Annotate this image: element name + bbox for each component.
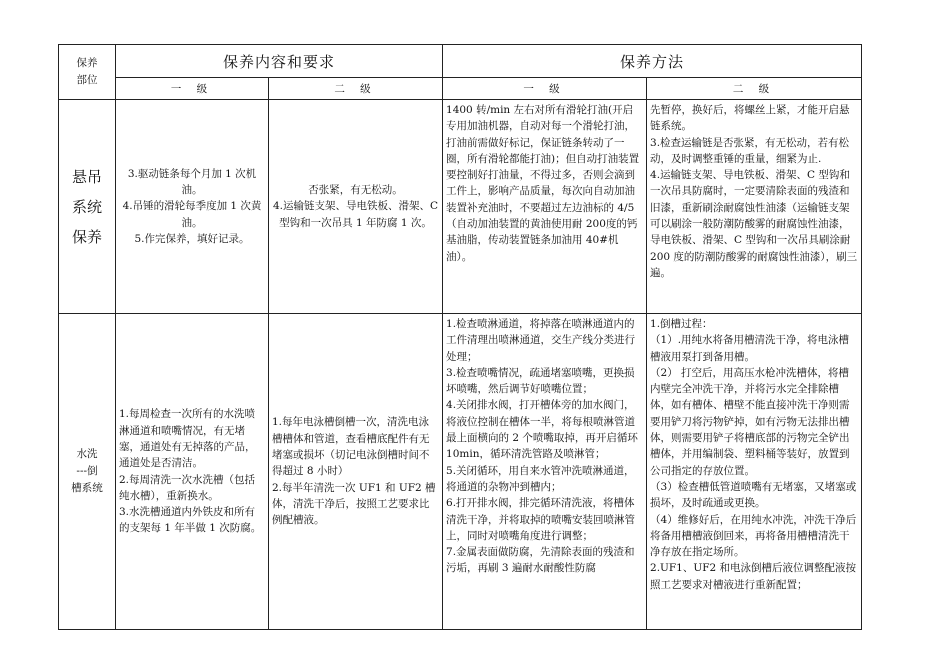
method-l1-cell: 1.检查喷淋通道，将掉落在喷淋通道内的工件清理出喷淋通道，交生产线分类进行处理； 3.检查喷嘴情况，疏通堵塞喷嘴，更换损坏喷嘴，然后调节好喷嘴位置； 4.关闭排水阀，打开槽体旁的加水阀门，将液位控制在槽体一半，将每根喷淋管道最上面横向的 2 个喷嘴取掉，再开启循环 10min，循环清洗管路及喷淋管； 5.关闭循环，用自来水管冲洗喷淋通道，将通道的杂物冲到槽内； 6.打开排水阀，排完循环清洗液，将槽体清洗干净，并将取掉的喷嘴安装回喷淋管上，同时对喷嘴角度进行调整； 7.金属表面做防腐，先清除表面的残渣和污垢，再刷 3 遍耐水耐酸性防腐 (443, 314, 647, 630)
content-l2-cell: 否张紧，有无松动。 4.运输链支架、导电铁板、滑架、C 型钩和一次吊具 1 年防腐 1 次。 (269, 100, 443, 314)
content-level2-header: 二 级 (269, 78, 443, 100)
position-header: 保养 部位 (59, 45, 116, 100)
maintenance-table (58, 44, 862, 630)
content-l1-cell: 3.驱动链条每个月加 1 次机油。 4.吊锤的滑轮每季度加 1 次黄油。 5.作完保养，填好记录。 (116, 100, 269, 314)
method-level2-header: 二 级 (647, 78, 862, 100)
method-header: 保养方法 (443, 45, 862, 78)
method-l2-cell: 1.倒槽过程： （1）.用纯水将备用槽清洗干净，将电泳槽槽液用泵打到备用槽。 （2） 打空后，用高压水枪冲洗槽体，将槽内壁完全冲洗干净，并将污水完全排除槽体，如有槽体、槽壁不能直接冲洗干净则需要用铲刀将污物铲掉，如有污物无法排出槽体，则需要用铲子将槽底部的污物完全铲出槽体，并用编制袋、塑料桶等装好，放置到公司指定的存放位置。 （3）检查槽低管道喷嘴有无堵塞，又堵塞或损坏，及时疏通或更换。 （4）维修好后，在用纯水冲洗，冲洗干净后将备用槽槽液倒回来，再将备用槽槽清洗干净存放在指定场所。 2.UF1、UF2 和电泳倒槽后液位调整配液按照工艺要求对槽液进行重新配置； (647, 314, 862, 630)
method-l1-cell: 1400 转/min 左右对所有滑轮打油(开启专用加油机器，自动对每一个滑轮打油，打油前需做好标记，保证链条转动了一圈，所有滑轮都能打油)；但自动打油装置要控制好打油量，不得过多，否则会滴到工件上，影响产品质量，每次向自动加油装置补充油时，不要超过左边油标的 4/5（自动加油装置的黄油使用耐 200度的钙基油脂，传动装置链条加油用 40#机油）。 (443, 100, 647, 314)
part-cell: 悬吊 系统 保养 (59, 100, 116, 314)
content-l2-cell: 1.每年电泳槽倒槽一次，清洗电泳槽槽体和管道，查看槽底配件有无堵塞或损坏（切记电泳倒槽时间不得超过 8 小时） 2.每半年清洗一次 UF1 和 UF2 槽体，清洗干净后，按照工艺要求比例配槽液。 (269, 314, 443, 630)
content-level1-header: 一 级 (116, 78, 269, 100)
table-row (59, 314, 862, 630)
part-cell: 水洗 ---倒 槽系统 (59, 314, 116, 630)
method-l2-cell: 先暂停，换好后，将螺丝上紧，才能开启悬链系统。 3.检查运输链是否张紧，有无松动，若有松动，及时调整重锤的重量，细紧为止. 4.运输链支架、导电铁板、滑架、C 型钩和一次吊具防腐时，一定要清除表面的残渣和旧漆，重新刷涂耐腐蚀性油漆（运输链支架可以刷涂一般防潮防酸雾的耐腐蚀性油漆，导电铁板、滑架、C 型钩和一次吊具刷涂耐 200 度的防潮防酸雾的耐腐蚀性油漆），刷三遍。 (647, 100, 862, 314)
content-header: 保养内容和要求 (116, 45, 443, 78)
method-level1-header: 一 级 (443, 78, 647, 100)
table-row (59, 100, 862, 314)
content-l1-cell: 1.每周检查一次所有的水洗喷淋通道和喷嘴情况，有无堵塞，通道处有无掉落的产品，通道处是否清洁。 2.每周清洗一次水洗槽（包括纯水槽），重新换水。 3.水洗槽通道内外铁皮和所有的支架每 1 年半做 1 次防腐。 (116, 314, 269, 630)
